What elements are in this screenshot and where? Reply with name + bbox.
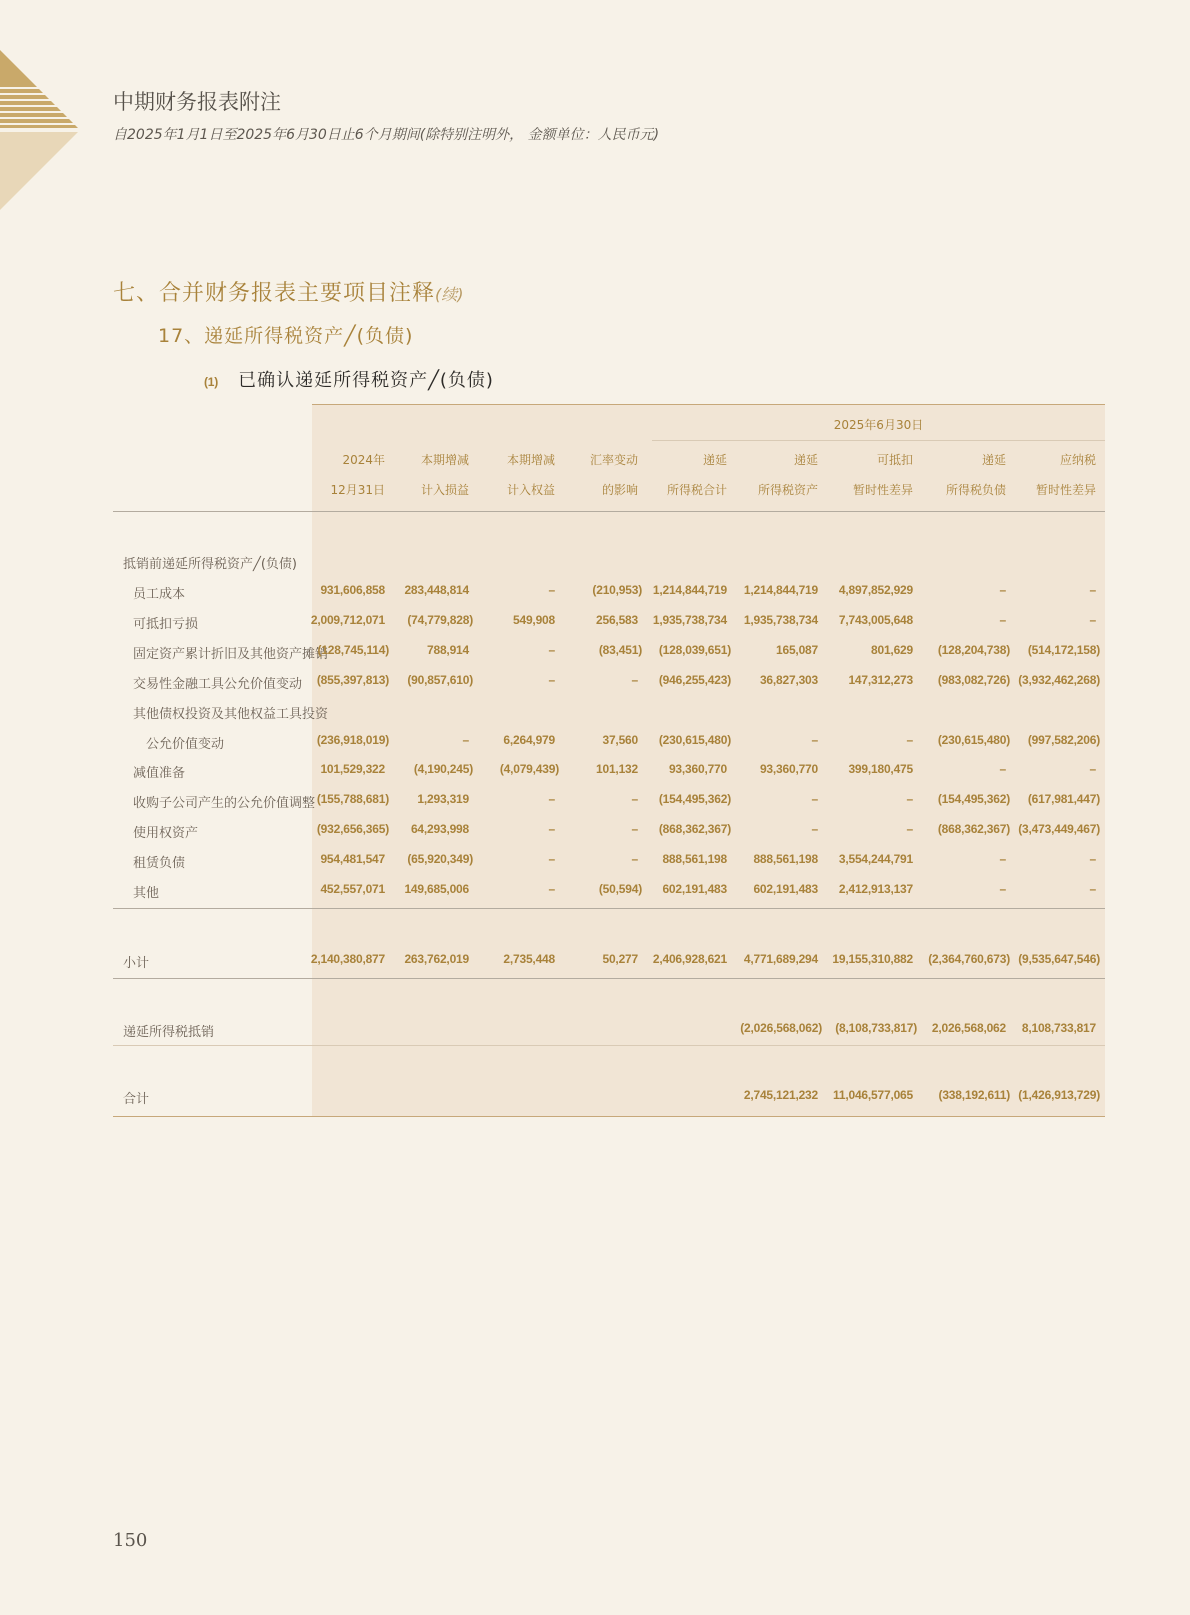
table-cell: (868,362,367) [937, 822, 1010, 836]
table-cell: (154,495,362) [658, 792, 731, 806]
table-cell: 7,743,005,648 [838, 613, 913, 627]
header-title: 中期财务报表附注 [113, 90, 281, 114]
table-cell: 888,561,198 [662, 852, 727, 866]
subtotal-cell: 2,406,928,621 [652, 952, 727, 966]
section-title: 七、合并财务报表主要项目注释(续) [113, 281, 464, 306]
column-header-line2: 暂时性差异 [1035, 483, 1096, 497]
table-cell: 399,180,475 [848, 762, 913, 776]
total-cell: (1,426,913,729) [1018, 1088, 1100, 1102]
table-cell: 283,448,814 [404, 583, 469, 597]
table-cell: – [548, 643, 555, 657]
table-cell: (617,981,447) [1027, 792, 1100, 806]
row-label: 其他债权投资及其他权益工具投资 [133, 707, 329, 722]
table-cell: 2,009,712,071 [310, 613, 385, 627]
column-header-line1: 递延 [793, 453, 818, 467]
table-cell: – [1089, 852, 1096, 866]
table-cell: – [999, 613, 1006, 627]
page-number: 150 [113, 1530, 148, 1551]
table-cell: (128,204,738) [937, 643, 1010, 657]
table-cell: (855,397,813) [316, 673, 389, 687]
section-label: 抵销前递延所得税资产╱(负债) [123, 557, 297, 572]
table-cell: 36,827,303 [759, 673, 818, 687]
table-cell: – [631, 822, 638, 836]
table-cell: – [906, 792, 913, 806]
table-cell: (868,362,367) [658, 822, 731, 836]
table-cell: – [811, 733, 818, 747]
subtotal-cell: 2,735,448 [503, 952, 555, 966]
table-cell: 37,560 [602, 733, 638, 747]
row-label: 可抵扣亏损 [133, 617, 199, 632]
table-cell: 888,561,198 [753, 852, 818, 866]
subtotal-cell: 4,771,689,294 [743, 952, 818, 966]
table-cell: – [999, 852, 1006, 866]
table-cell: – [999, 882, 1006, 896]
table-cell: 64,293,998 [410, 822, 469, 836]
total-cell: 11,046,577,065 [833, 1088, 913, 1102]
table-cell: 4,897,852,929 [838, 583, 913, 597]
table-cell: – [811, 792, 818, 806]
table-cell: 147,312,273 [848, 673, 913, 687]
table-cell: (946,255,423) [658, 673, 731, 687]
offset-cell: 8,108,733,817 [1021, 1021, 1096, 1035]
row-label: 租赁负债 [133, 856, 186, 871]
table-cell: – [548, 673, 555, 687]
row-label: 员工成本 [133, 587, 186, 602]
total-label: 合计 [123, 1092, 150, 1107]
deferred-tax-table [113, 404, 1105, 1117]
column-header-line1: 汇率变动 [589, 453, 638, 467]
table-cell: 602,191,483 [753, 882, 818, 896]
table-cell: 788,914 [427, 643, 469, 657]
table-cell: – [462, 733, 469, 747]
subtotal-cell: 19,155,310,882 [832, 952, 913, 966]
section-continued: (续) [435, 285, 464, 304]
subtotal-cell: (9,535,647,546) [1018, 952, 1100, 966]
table-cell: 1,214,844,719 [652, 583, 727, 597]
subsection-title: 17、递延所得税资产╱(负债) [158, 325, 414, 347]
table-cell: (230,615,480) [937, 733, 1010, 747]
row-label: 其他 [133, 886, 160, 901]
table-cell: (997,582,206) [1027, 733, 1100, 747]
offset-cell: (2,026,568,062) [740, 1021, 822, 1035]
table-cell: – [548, 882, 555, 896]
corner-decoration [0, 50, 80, 210]
table-cell: 6,264,979 [503, 733, 555, 747]
subtotal-cell: 50,277 [602, 952, 638, 966]
rows-bottom-border [113, 908, 1105, 909]
offset-bottom-border [113, 1045, 1105, 1046]
table-cell: 1,935,738,734 [743, 613, 818, 627]
table-cell: (128,039,651) [658, 643, 731, 657]
column-header-line1: 应纳税 [1059, 453, 1096, 467]
column-header-line2: 的影响 [601, 483, 638, 497]
row-label: 公允价值变动 [146, 737, 225, 752]
table-cell: – [548, 822, 555, 836]
column-header-line1: 递延 [981, 453, 1006, 467]
subtotal-label: 小计 [123, 956, 150, 971]
table-cell: 1,293,319 [417, 792, 469, 806]
table-cell: (230,615,480) [658, 733, 731, 747]
subtotal-cell: (2,364,760,673) [928, 952, 1010, 966]
table-cell: (74,779,828) [407, 613, 473, 627]
subsubsection-title: (1) 已确认递延所得税资产╱(负债) [204, 370, 494, 391]
column-header-line2: 12月31日 [330, 483, 385, 497]
table-cell: 1,935,738,734 [652, 613, 727, 627]
table-cell: 93,360,770 [668, 762, 727, 776]
total-cell: (338,192,611) [938, 1088, 1010, 1102]
header-bottom-border [113, 511, 1105, 512]
table-cell: 801,629 [871, 643, 913, 657]
table-cell: (50,594) [598, 882, 642, 896]
column-header-line2: 所得税负债 [945, 483, 1006, 497]
table-cell: – [631, 673, 638, 687]
table-cell: – [1089, 613, 1096, 627]
column-header-line2: 所得税合计 [666, 483, 727, 497]
table-cell: – [631, 852, 638, 866]
table-cell: – [548, 792, 555, 806]
table-cell: (90,857,610) [407, 673, 473, 687]
row-label: 固定资产累计折旧及其他资产摊销 [133, 647, 329, 662]
table-cell: 3,554,244,791 [838, 852, 913, 866]
table-cell: 256,583 [596, 613, 638, 627]
table-cell: (128,745,114) [317, 643, 389, 657]
table-cell: 602,191,483 [662, 882, 727, 896]
table-cell: – [1089, 762, 1096, 776]
column-header-line2: 计入损益 [420, 483, 469, 497]
table-cell: – [999, 762, 1006, 776]
table-cell: 1,214,844,719 [743, 583, 818, 597]
group-header-underline [652, 440, 1105, 441]
table-cell: (514,172,158) [1027, 643, 1100, 657]
row-label: 使用权资产 [133, 826, 199, 841]
group-header: 2025年6月30日 [833, 418, 924, 432]
table-bottom-border [113, 1116, 1105, 1117]
column-header-line2: 计入权益 [506, 483, 555, 497]
table-cell: (4,079,439) [499, 762, 559, 776]
row-label: 交易性金融工具公允价值变动 [133, 677, 303, 692]
table-cell: 549,908 [513, 613, 555, 627]
offset-label: 递延所得税抵销 [123, 1025, 215, 1040]
total-cell: 2,745,121,232 [743, 1088, 818, 1102]
table-cell: (155,788,681) [316, 792, 389, 806]
table-cell: – [906, 822, 913, 836]
table-cell: (236,918,019) [316, 733, 389, 747]
table-cell: (83,451) [598, 643, 642, 657]
table-cell: (210,953) [592, 583, 642, 597]
column-header-line2: 所得税资产 [757, 483, 818, 497]
row-label: 减值准备 [133, 766, 186, 781]
table-cell: (154,495,362) [937, 792, 1010, 806]
table-cell: 101,132 [596, 762, 638, 776]
table-cell: 149,685,006 [404, 882, 469, 896]
table-cell: – [548, 852, 555, 866]
table-cell: – [631, 792, 638, 806]
column-header-line1: 可抵扣 [876, 453, 913, 467]
column-header-line1: 本期增减 [420, 453, 469, 467]
table-cell: 931,606,858 [320, 583, 385, 597]
table-cell: (4,190,245) [413, 762, 473, 776]
table-cell: – [811, 822, 818, 836]
table-cell: 954,481,547 [320, 852, 385, 866]
table-top-border [312, 404, 1105, 405]
subtotal-cell: 2,140,380,877 [310, 952, 385, 966]
subtotal-cell: 263,762,019 [404, 952, 469, 966]
table-cell: (3,932,462,268) [1018, 673, 1100, 687]
table-cell: 101,529,322 [320, 762, 385, 776]
offset-cell: 2,026,568,062 [931, 1021, 1006, 1035]
column-header-line2: 暂时性差异 [852, 483, 913, 497]
table-cell: 2,412,913,137 [838, 882, 913, 896]
row-label: 收购子公司产生的公允价值调整 [133, 796, 316, 811]
column-header-line1: 2024年 [342, 453, 385, 467]
table-cell: (3,473,449,467) [1018, 822, 1100, 836]
offset-cell: (8,108,733,817) [835, 1021, 917, 1035]
table-cell: 452,557,071 [320, 882, 385, 896]
header-subtitle: 自2025年1月1日至2025年6月30日止6个月期间(除特别注明外， 金额单位：人民币元) [113, 127, 660, 143]
subtotal-bottom-border [113, 978, 1105, 979]
table-cell: 93,360,770 [759, 762, 818, 776]
table-cell: (932,656,365) [316, 822, 389, 836]
column-header-line1: 本期增减 [506, 453, 555, 467]
table-cell: (65,920,349) [407, 852, 473, 866]
table-cell: – [1089, 882, 1096, 896]
table-cell: 165,087 [776, 643, 818, 657]
table-cell: – [548, 583, 555, 597]
table-cell: – [999, 583, 1006, 597]
table-cell: – [906, 733, 913, 747]
table-cell: – [1089, 583, 1096, 597]
column-header-line1: 递延 [702, 453, 727, 467]
table-cell: (983,082,726) [937, 673, 1010, 687]
